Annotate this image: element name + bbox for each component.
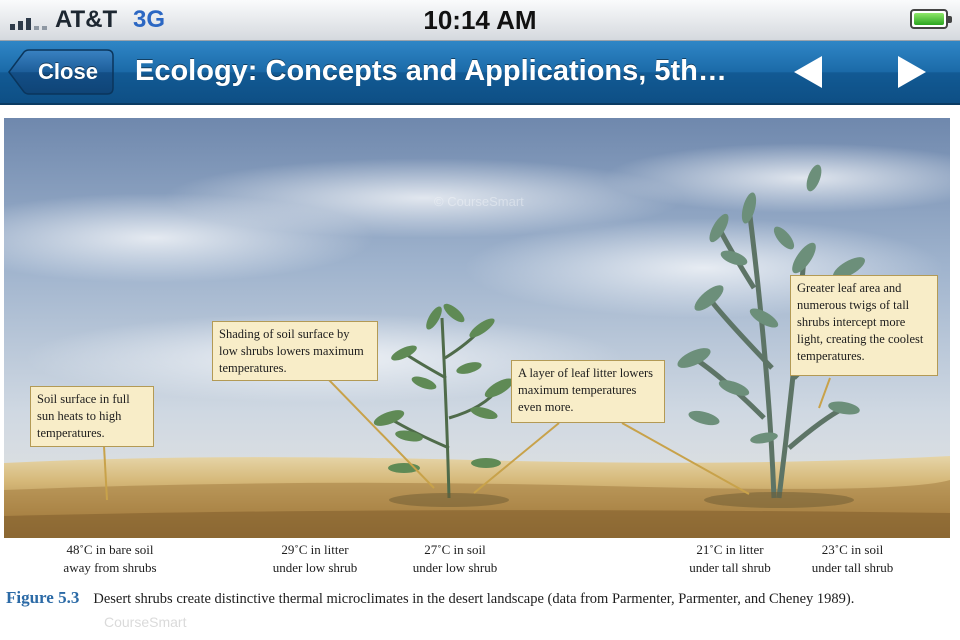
label-soil-low-shrub: [380, 541, 530, 577]
figure-caption: [6, 588, 946, 609]
carrier-name: AT&T: [55, 6, 118, 33]
callout-low-shrub-shading: Shading of soil surface by low shrubs lowers maximum temperatures.: [212, 321, 378, 381]
callout-leaf-litter: A layer of leaf litter lowers maximum temperatures even more.: [511, 360, 665, 423]
label-soil-tall-shrub-line2: under tall shrub: [811, 560, 894, 575]
callout-bare-soil: Soil surface in full sun heats to high temperatures.: [30, 386, 154, 447]
right-triangle-icon[interactable]: [892, 54, 932, 90]
label-bare-soil-line2: away from shrubs: [63, 560, 157, 575]
close-button-label: Close: [38, 59, 98, 84]
status-time: 10:14 AM: [423, 5, 537, 35]
close-button[interactable]: [8, 49, 114, 95]
label-bare-soil: [30, 541, 190, 577]
watermark: © CourseSmart: [434, 194, 524, 209]
status-bar: [0, 0, 960, 41]
figure-illustration: [4, 118, 950, 538]
left-triangle-icon[interactable]: [790, 54, 830, 90]
battery-icon: [910, 9, 948, 29]
label-litter-low-shrub-line1: 29˚C in litter: [281, 542, 349, 557]
figure-number: Figure 5.3: [6, 588, 80, 607]
label-litter-low-shrub-line2: under low shrub: [272, 560, 358, 575]
caption-watermark: CourseSmart: [104, 614, 187, 630]
label-bare-soil-line1: 48˚C in bare soil: [66, 542, 154, 557]
callout-tall-shrub: Greater leaf area and numerous twigs of tall shrubs intercept more light, creating the coolest temperatures.: [790, 275, 938, 376]
label-soil-tall-shrub-line1: 23˚C in soil: [821, 542, 884, 557]
navigation-bar: [0, 41, 960, 105]
label-soil-tall-shrub: [780, 541, 925, 577]
network-type: 3G: [133, 6, 166, 33]
label-litter-tall-shrub-line1: 21˚C in litter: [696, 542, 764, 557]
label-litter-low-shrub: [240, 541, 390, 577]
book-title: Ecology: Concepts and Applications, 5th…: [135, 55, 727, 87]
caption-text: Desert shrubs create distinctive thermal microclimates in the desert landscape (data from Parmenter, Parmenter, and Cheney 1989).: [93, 591, 855, 607]
label-soil-low-shrub-line1: 27˚C in soil: [424, 542, 486, 557]
label-litter-tall-shrub-line2: under tall shrub: [689, 560, 771, 575]
label-soil-low-shrub-line2: under low shrub: [412, 560, 498, 575]
